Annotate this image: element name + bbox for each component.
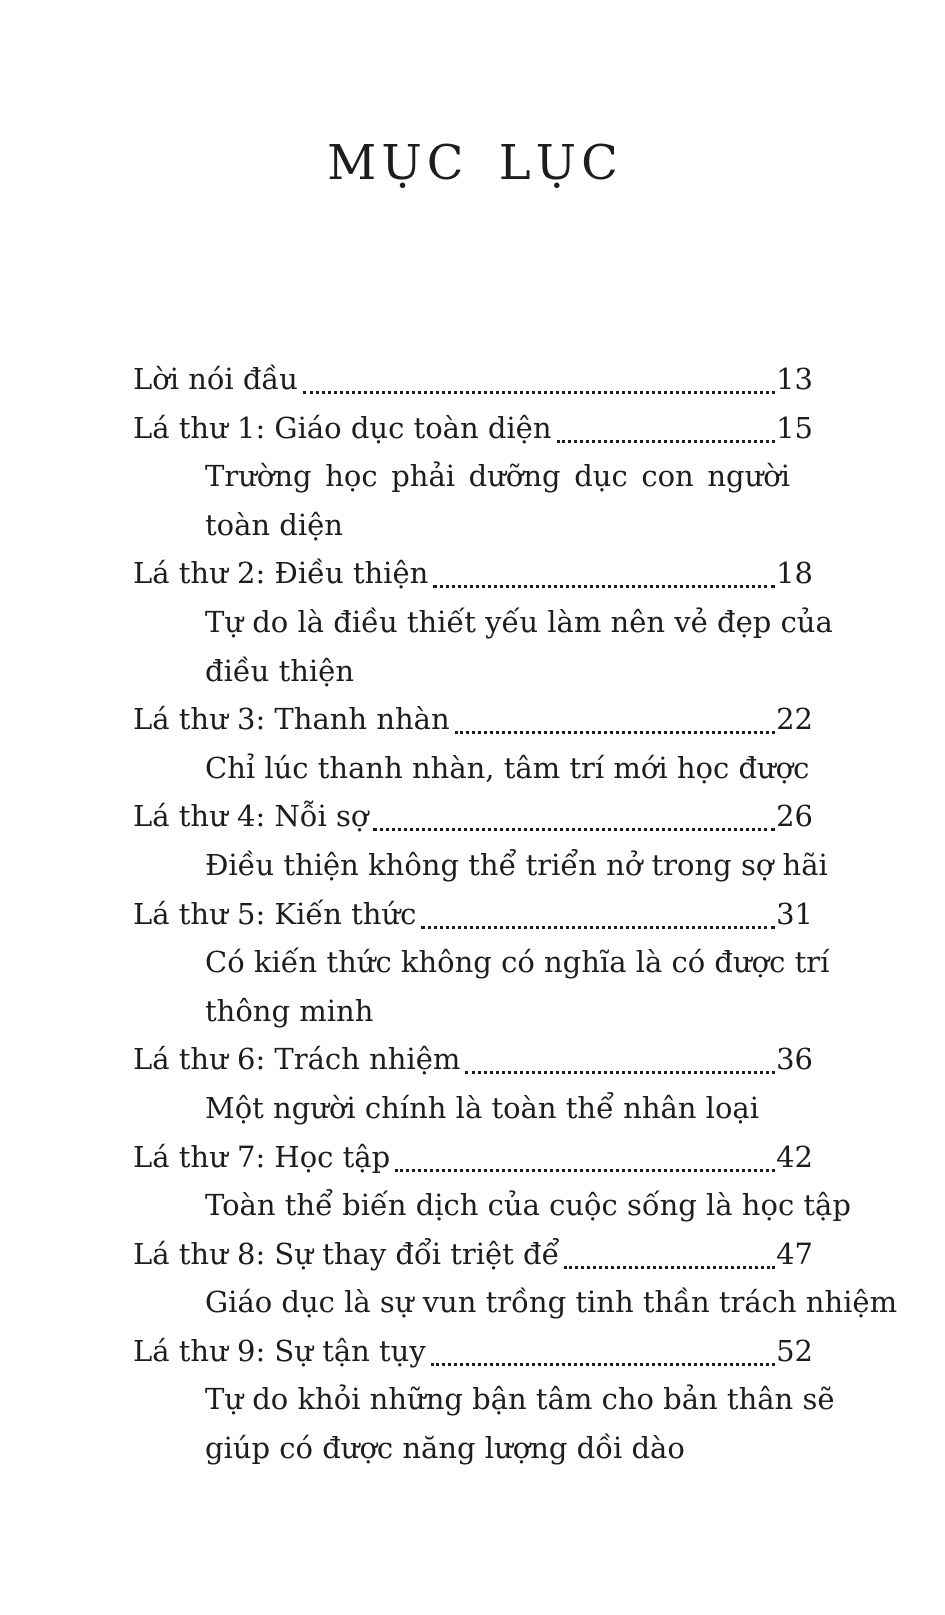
toc-entry-label: Lá thư 2: Điều thiện	[133, 556, 429, 591]
dotted-leader	[303, 355, 775, 394]
dotted-leader	[557, 404, 776, 443]
toc-entry-label: Lá thư 6: Trách nhiệm	[133, 1042, 461, 1077]
toc-entry-page-number: 13	[776, 362, 813, 396]
toc-entry-description-line: Tự do khỏi những bận tâm cho bản thân sẽ	[205, 1382, 835, 1417]
toc-entry-label: Lá thư 9: Sự tận tụy	[133, 1333, 426, 1368]
toc-entry-label: Lá thư 5: Kiến thức	[133, 896, 417, 931]
dotted-leader	[421, 890, 775, 929]
toc-entry-page-number: 47	[776, 1236, 813, 1271]
dotted-leader	[433, 549, 775, 588]
toc-entry-page-number: 36	[776, 1042, 813, 1077]
toc-entry-label: Lá thư 1: Giáo dục toàn diện	[133, 410, 552, 445]
toc-entry	[133, 1035, 813, 1084]
toc-entry-description-line: Điều thiện không thể triển nở trong sợ hãi	[205, 847, 828, 882]
toc-entry-description-line: giúp có được năng lượng dồi dào	[205, 1431, 685, 1466]
toc-entry	[133, 1133, 813, 1182]
toc-entry-label: Lá thư 3: Thanh nhàn	[133, 702, 450, 737]
toc-entry-description-line: Một người chính là toàn thể nhân loại	[205, 1090, 759, 1125]
toc-entry-description-line: toàn diện	[205, 507, 343, 542]
toc-entry-label: Lời nói đầu	[133, 362, 298, 396]
toc-entry-description-line: Trường học phải dưỡng dục con người	[205, 459, 790, 494]
toc-entry-description-line: thông minh	[205, 993, 374, 1028]
toc-entry-page-number: 22	[776, 702, 813, 737]
toc-entry	[133, 549, 813, 598]
dotted-leader	[564, 1230, 775, 1269]
toc-entry-description-line: Giáo dục là sự vun trồng tinh thần trách nhiệm	[205, 1285, 898, 1320]
toc-entry	[133, 404, 813, 453]
toc-entry-description-line: Toàn thể biến dịch của cuộc sống là học tập	[205, 1188, 851, 1223]
toc-entry-page-number: 42	[776, 1139, 813, 1174]
toc-entry-page-number: 31	[776, 896, 813, 931]
toc-entry-page-number: 52	[776, 1333, 813, 1368]
toc-entry	[133, 792, 813, 841]
toc-entry-label: Lá thư 7: Học tập	[133, 1139, 391, 1174]
toc-entry-page-number: 18	[776, 556, 813, 591]
toc-entry	[133, 1230, 813, 1279]
toc-entry	[133, 890, 813, 939]
toc-entry-description-line: Tự do là điều thiết yếu làm nên vẻ đẹp của	[205, 604, 833, 639]
dotted-leader	[395, 1133, 775, 1172]
toc-entry-page-number: 15	[776, 410, 813, 445]
toc-list	[133, 355, 898, 1473]
toc-entry-label: Lá thư 8: Sự thay đổi triệt để	[133, 1236, 560, 1271]
dotted-leader	[455, 695, 775, 734]
page-title: MỤC LỤC	[327, 135, 623, 191]
toc-entry	[133, 1327, 813, 1376]
toc-entry-page-number: 26	[776, 799, 813, 834]
toc-entry	[133, 355, 813, 404]
toc-entry-description-line: điều thiện	[205, 653, 355, 688]
dotted-leader	[431, 1327, 775, 1366]
toc-entry-description-line: Chỉ lúc thanh nhàn, tâm trí mới học được	[205, 750, 810, 785]
dotted-leader	[373, 792, 775, 831]
dotted-leader	[465, 1035, 775, 1074]
toc-entry-label: Lá thư 4: Nỗi sợ	[133, 799, 369, 834]
toc-entry-description-line: Có kiến thức không có nghĩa là có được trí	[205, 945, 830, 980]
toc-entry	[133, 695, 813, 744]
